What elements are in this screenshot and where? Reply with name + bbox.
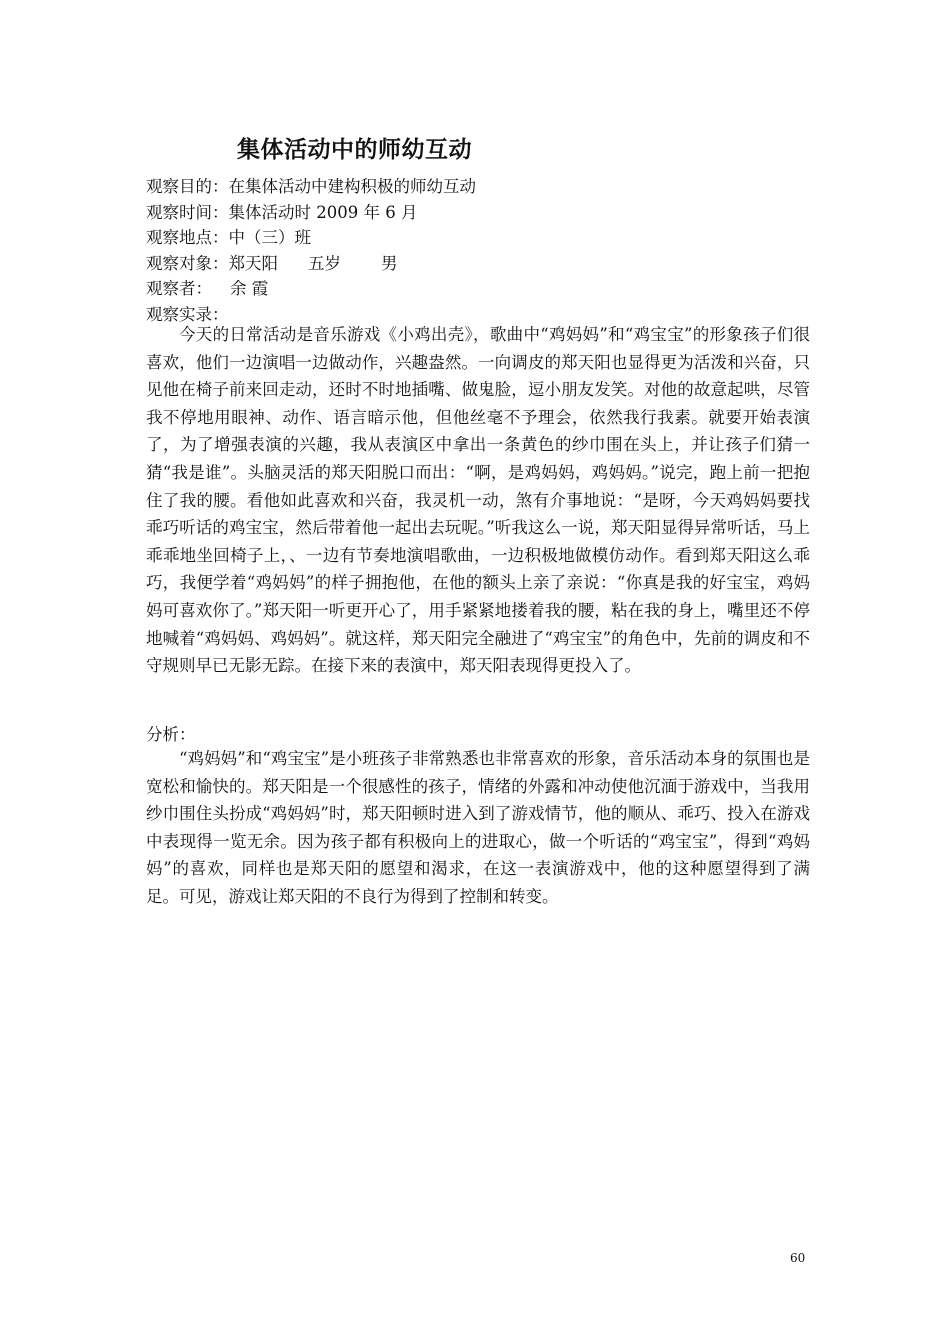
analysis-heading: 分析： <box>146 725 196 744</box>
observer-label: 观察者： <box>146 279 212 298</box>
subject-gender: 男 <box>381 253 398 273</box>
purpose-row <box>146 174 806 200</box>
subject-label: 观察对象： <box>146 253 229 273</box>
subject-age: 五岁 <box>308 253 341 273</box>
subject-name: 郑天阳 <box>228 253 278 273</box>
purpose-label: 观察目的： <box>146 177 229 196</box>
observer-row <box>146 276 806 302</box>
purpose-value: 在集体活动中建构积极的师幼互动 <box>228 177 476 196</box>
observation-record <box>146 321 810 680</box>
time-row <box>146 200 806 226</box>
page-number: 60 <box>790 1251 806 1265</box>
place-row <box>146 225 806 251</box>
place-label: 观察地点： <box>146 228 229 247</box>
record-label: 观察实录： <box>146 304 229 324</box>
subject-row <box>146 251 806 277</box>
time-label: 观察时间： <box>146 202 229 222</box>
observer-name: 余 霞 <box>230 279 269 298</box>
record-paragraph: 今天的日常活动是音乐游戏《小鸡出壳》，歌曲中“鸡妈妈”和“鸡宝宝”的形象孩子们很喜欢，他们一边演唱一边做动作，兴趣盎然。一向调皮的郑天阳也显得更为活泼和兴奋，只见他在椅子前来回走动，还时不时地插嘴、做鬼脸，逗小朋友发笑。对他的故意起哄，尽管我不停地用眼神、动作、语言暗示他，但他丝毫不予理会，依然我行我素。就要开始表演了，为了增强表演的兴趣，我从表演区中拿出一条黄色的纱巾围在头上，并让孩子们猜一猜“我是谁”。头脑灵活的郑天阳脱口而出：“啊，是鸡妈妈，鸡妈妈。”说完，跑上前一把抱住了我的腰。看他如此喜欢和兴奋，我灵机一动，煞有介事地说：“是呀，今天鸡妈妈要找乖巧听话的鸡宝宝，然后带着他一起出去玩呢。”听我这么一说，郑天阳显得异常听话，马上乖乖地坐回椅子上，、一边有节奏地演唱歌曲，一边积极地做模仿动作。看到郑天阳这么乖巧，我便学着“鸡妈妈”的样子拥抱他，在他的额头上亲了亲说：“你真是我的好宝宝，鸡妈妈可喜欢你了。”郑天阳一听更开心了，用手紧紧地搂着我的腰，粘在我的身上，嘴里还不停地喊着“鸡妈妈、鸡妈妈”。就这样，郑天阳完全融进了“鸡宝宝”的角色中，先前的调皮和不守规则早已无影无踪。在接下来的表演中，郑天阳表现得更投入了。 <box>146 325 810 676</box>
analysis-paragraph: “鸡妈妈”和“鸡宝宝”是小班孩子非常熟悉也非常喜欢的形象，音乐活动本身的氛围也是宽松和愉快的。郑天阳是一个很感性的孩子，情绪的外露和冲动使他沉湎于游戏中，当我用纱巾围住头扮成“鸡妈妈”时，郑天阳顿时进入到了游戏情节，他的顺从、乖巧、投入在游戏中表现得一览无余。因为孩子都有积极向上的进取心，做一个听话的“鸡宝宝”，得到“鸡妈妈”的喜欢，同样也是郑天阳的愿望和渴求，在这一表演游戏中，他的这种愿望得到了满足。可见，游戏让郑天阳的不良行为得到了控制和转变。 <box>146 749 810 906</box>
document-title: 集体活动中的师幼互动 <box>237 137 472 163</box>
place-value: 中（三）班 <box>228 228 311 247</box>
time-value: 集体活动时 2009 年 6 月 <box>228 202 418 222</box>
observation-info <box>146 174 806 327</box>
analysis-section <box>146 745 810 911</box>
